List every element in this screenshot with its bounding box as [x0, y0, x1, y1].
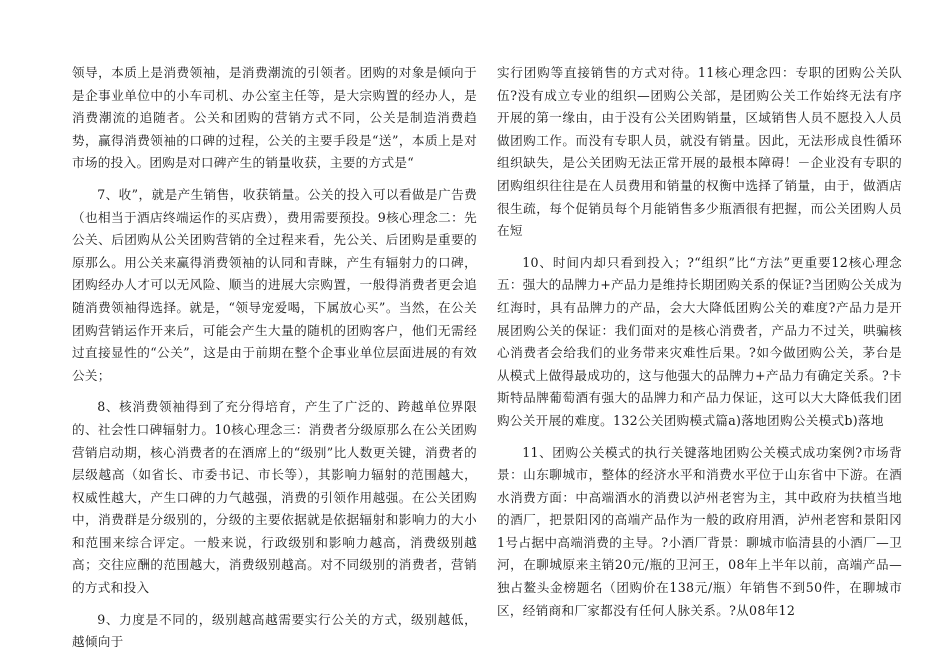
paragraph: 8、核消费领袖得到了充分得培育，产生了广泛的、跨越单位界限的、社会性口碑辐射力。10核心理念三：消费者分级原那么在公关团购营销启动期，核心消费者的在酒席上的“级别”比人数更关键，消费者的层级越高（如省长、市委书记、市长等），其影响力辐射的范围越大，权威性越大，产生口碑的力气越强，消费的引领作用越强。在公关团购中，消费群是分级别的，分级的主要依据就是依据辐射和影响力的大小和范围来综合评定。一般来说，行政级别和影响力越高，消费级别越高；交往应酬的范围越大，消费级别越高。对不同级别的消费者，营销的方式和投入	[72, 399, 477, 596]
right-column	[497, 62, 902, 631]
paragraph: 7、收”，就是产生销售，收获销量。公关的投入可以看做是广告费（也相当于酒店终端运作的买店费），费用需要预投。9核心理念二：先公关、后团购从公关团购营销的全过程来看，先公关、后团购是重要的原那么。用公关来赢得消费领袖的认同和青睐，产生有辐射力的口碑，团购经办人才可以无风险、顺当的进展大宗购置，一般得消费者更会追随消费领袖得选择。就是，“领导宠爱喝，下属放心买”。当然，在公关团购营销运作开来后，可能会产生大量的随机的团购客户，他们无需经过直接显性的“公关”，这是由于前期在整个企事业单位层面进展的有效公关；	[72, 186, 477, 383]
paragraph: 10、时间内却只看到投入；?“组织”比“方法”更重要12核心理念五：强大的品牌力+产品力是维持长期团购关系的保证?当团购公关成为红海时，具有品牌力的产品，会大大降低团购公关的难度?产品力是开展团购公关的保证：我们面对的是核心消费者，产品力不过关，哄骗核心消费者会给我们的业务带来灾难性后果。?如今做团购公关，茅台是从模式上做得最成功的，这与他强大的品牌力+产品力有确定关系。?卡斯特品牌葡萄酒有强大的品牌力和产品力保证，这可以大大降低我们团购公关开展的难度。132公关团购模式篇a)落地团购公关模式b)落地	[497, 254, 902, 428]
paragraph: 11、团购公关模式的执行关键落地团购公关模式成功案例?市场背景：山东聊城市，整体的经济水平和消费水平位于山东省中下游。在酒水消费方面：中高端酒水的消费以泸州老窖为主，其中政府为扶植当地的酒厂，把景阳冈的高端产品作为一般的政府用酒，泸州老窖和景阳冈1号占据中高端消费的主导。?小酒厂背景：聊城市临清县的小酒厂—卫河，在聊城原来主销20元/瓶的卫河王，08年上半年以前，高端产品—独占鳌头金榜题名（团购价在138元/瓶）年销售不到50件，在聊城市区，经销商和厂家都没有任何人脉关系。?从08年12	[497, 444, 902, 618]
paragraph: 实行团购等直接销售的方式对待。11核心理念四：专职的团购公关队伍?没有成立专业的组织—团购公关部，是团购公关工作始终无法有序开展的第一缘由，由于没有公关团购销量，区域销售人员不愿投入人员做团购工作。而没有专职人员，就没有销量。因此，无法形成良性循环组织缺失，是公关团购无法正常开展的最根本障碍！－企业没有专职的团购组织往往是在人员费用和销量的权衡中选择了销量，由于，做酒店很生疏，每个促销员每个月能销售多少瓶酒很有把握，而公关团购人员在短	[497, 65, 902, 239]
paragraph: 领导，本质上是消费领袖，是消费潮流的引领者。团购的对象是倾向于是企事业单位中的小车司机、办公室主任等，是大宗购置的经办人，是消费潮流的追随者。公关和团购的营销方式不同，公关是制造消费趋势，赢得消费领袖的口碑的过程，公关的主要手段是“送”，本质上是对市场的投入。团购是对口碑产生的销量收获，主要的方式是“	[72, 65, 477, 171]
paragraph: 9、力度是不同的，级别越高越需要实行公关的方式，级别越低，越倾向于	[72, 611, 477, 650]
left-column	[72, 62, 477, 663]
